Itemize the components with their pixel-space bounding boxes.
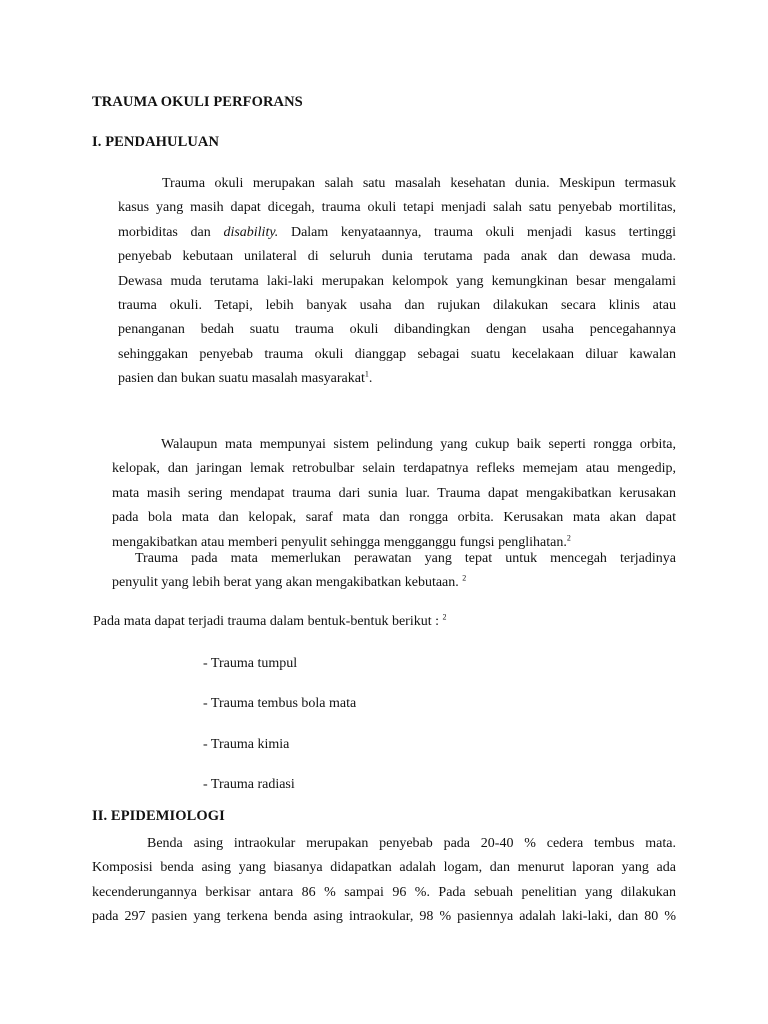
- text-line: penanganan bedah suatu trauma okuli dibandingkan dengan usaha pencegahannya: [118, 322, 676, 338]
- paragraph-list-intro: [93, 614, 447, 630]
- text-fragment: penyulit yang lebih berat yang akan mengakibatkan kebutaan.: [112, 575, 459, 591]
- paragraph-epidemiologi-1: [92, 832, 676, 930]
- text-fragment: morbiditas dan: [118, 224, 211, 240]
- text-line: trauma okuli. Tetapi, lebih banyak usaha dan rujukan dilakukan secara klinis atau: [118, 298, 676, 314]
- text-fragment: mengakibatkan atau memberi penyulit sehingga mengganggu fungsi penglihatan.: [112, 534, 567, 550]
- text-fragment: .: [368, 371, 373, 387]
- section-heading-epidemiologi: II. EPIDEMIOLOGI: [92, 808, 225, 824]
- list-item: - Trauma tumpul: [203, 656, 298, 671]
- text-line: [112, 571, 676, 595]
- italic-term: disability.: [223, 224, 279, 240]
- text-line: [118, 221, 676, 245]
- document-title: TRAUMA OKULI PERFORANS: [92, 94, 303, 110]
- list-item: - Trauma kimia: [203, 737, 290, 752]
- text-line: [118, 367, 676, 391]
- text-line: kelopak, dan jaringan lemak retrobulbar selain terdapatnya refleks memejam atau mengedip,: [112, 461, 676, 477]
- paragraph-pendahuluan-1: [118, 172, 676, 392]
- text-line: kasus yang masih dapat dicegah, trauma okuli tetapi menjadi salah satu penyebab mortilitas,: [118, 200, 676, 216]
- text-line: Trauma pada mata memerlukan perawatan yang tepat untuk mencegah terjadinya: [135, 551, 676, 566]
- text-line: sehinggakan penyebab trauma okuli dianggap sebagai suatu kecelakaan diluar kawalan: [118, 346, 676, 362]
- text-line: pada 297 pasien yang terkena benda asing intraokular, 98 % pasiennya adalah laki-laki, dan 80 %: [92, 909, 676, 925]
- text-line: penyebab kebutaan unilateral di seluruh dunia terutama pada anak dan dewasa muda.: [118, 249, 676, 265]
- text-line: mata masih sering mendapat trauma dari sunia luar. Trauma dapat mengakibatkan kerusakan: [112, 485, 676, 501]
- citation-sup: 1: [364, 369, 369, 379]
- list-item: - Trauma radiasi: [203, 777, 295, 792]
- text-line: kecenderungannya berkisar antara 86 % sampai 96 %. Pada sebuah penelitian yang dilakukan: [92, 884, 676, 900]
- text-line: Komposisi benda asing yang biasanya didapatkan adalah logam, dan menurut laporan yang ada: [92, 860, 676, 876]
- citation-sup: 2: [442, 612, 447, 622]
- list-item: - Trauma tembus bola mata: [203, 696, 357, 711]
- citation-sup: 2: [462, 573, 467, 583]
- text-line: Trauma okuli merupakan salah satu masalah kesehatan dunia. Meskipun termasuk: [162, 176, 676, 191]
- text-line: Dewasa muda terutama laki-laki merupakan kelompok yang kemungkinan besar mengalami: [118, 273, 676, 289]
- text-fragment: Dalam kenyataannya, trauma okuli menjadi kasus tertinggi: [290, 224, 676, 240]
- paragraph-pendahuluan-3: [112, 547, 676, 596]
- text-line: pada bola mata dan kelopak, saraf mata dan rongga orbita. Kerusakan mata akan dapat: [112, 510, 676, 526]
- text-line: Benda asing intraokular merupakan penyebab pada 20-40 % cedera tembus mata.: [147, 836, 676, 851]
- citation-sup: 2: [566, 532, 571, 542]
- text-fragment: pasien dan bukan suatu masalah masyarakat: [118, 371, 365, 387]
- text-line: Walaupun mata mempunyai sistem pelindung yang cukup baik seperti rongga orbita,: [161, 437, 676, 452]
- paragraph-pendahuluan-2: [112, 433, 676, 555]
- text-fragment: Pada mata dapat terjadi trauma dalam bentuk-bentuk berikut :: [93, 614, 439, 629]
- section-heading-pendahuluan: I. PENDAHULUAN: [92, 134, 220, 150]
